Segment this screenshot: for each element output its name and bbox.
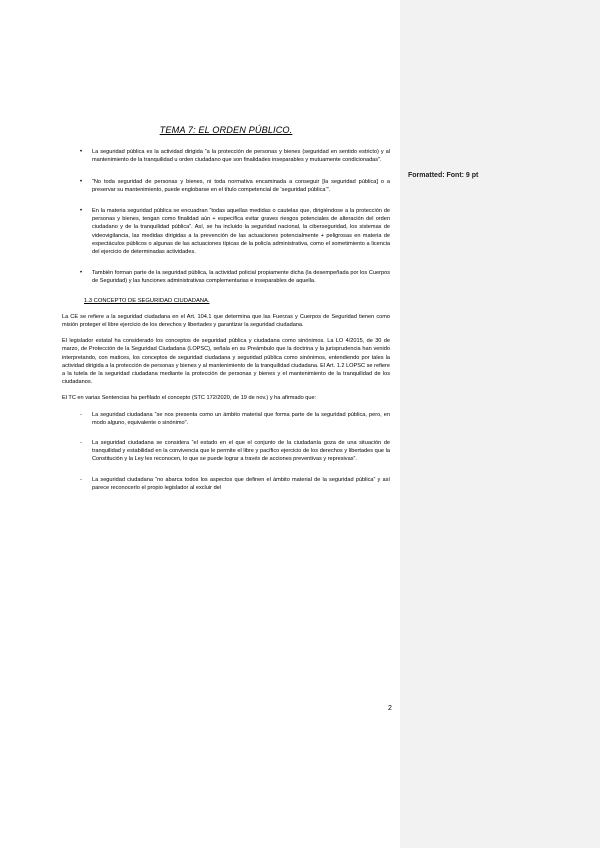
paragraph: La CE se refiere a la seguridad ciudadana en el Art. 104.1 que determina que las Fuerzas y Cuerpos de Seguridad tienen como misión proteger el libre ejercicio de los derechos y libertades y garantizar la seguridad ciudadana. xyxy=(62,313,390,329)
page-content xyxy=(62,126,390,504)
bullet-item xyxy=(62,269,390,285)
bullet-icon: • xyxy=(80,270,83,277)
bullet-icon: • xyxy=(80,178,83,185)
dash-icon: - xyxy=(80,440,82,447)
dash-icon: - xyxy=(80,476,82,483)
dash-text: La seguridad ciudadana “se nos presenta como un ámbito material que forma parte de la seguridad pública, pero, en modo alguno, equivalente o sinónimo”. xyxy=(92,411,390,426)
dash-icon: - xyxy=(80,411,82,418)
formatting-comment[interactable]: Formatted: Font: 9 pt xyxy=(408,172,479,179)
bullet-icon: • xyxy=(80,208,83,215)
dash-item xyxy=(62,411,390,427)
paragraph: El TC en varias Sentencias ha perfilado el concepto (STC 172/2020, de 19 de nov.) y ha afirmado que: xyxy=(62,395,317,402)
bullet-text: La seguridad pública es la actividad dirigida “a la protección de personas y bienes (seguridad en sentido estricto) y al mantenimiento de la tranquilidad u orden ciudadano que son finalidades inseparables y mutuamente condicionadas”. xyxy=(92,149,390,164)
page-title: TEMA 7: EL ORDEN PÚBLICO. xyxy=(159,125,293,135)
bullet-item xyxy=(62,178,390,194)
page-number: 2 xyxy=(388,705,392,712)
dash-item xyxy=(62,476,390,492)
bullet-list xyxy=(62,148,390,285)
paragraph: El legislador estatal ha considerado los conceptos de seguridad pública y ciudadana como sinónimos. La LO 4/2015, de 30 de marzo, de Protección de la Seguridad Ciudadana (LOPSC), señala en su Preámbulo que la doctrina y la jurisprudencia han venido interpretando, con matices, los conceptos de seguridad ciudadana y seguridad pública como sinónimos, entendiendo por tales la actividad dirigida a la protección de personas y bienes y al mantenimiento de la tranquilidad ciudadana. El Art. 1.2 LOPSC se refiere a la tutela de la seguridad ciudadana mediante la protección de personas y bienes y el mantenimiento de la tranquilidad de los ciudadanos. xyxy=(62,338,390,386)
bullet-text: En la materia seguridad pública se encuadran “todas aquellas medidas o cautelas que, dirigiéndose a la protección de personas y bienes, tengan como finalidad aún + específica evitar graves riesgos potenciales de alteración del orden ciudadano y de la tranquilidad pública”. Así, se ha incluido la seguridad nacional, la ciberseguridad, los sistemas de videovigilancia, las medidas dirigidas a la prevención de las actuaciones potencialmente + peligrosas en materia de espectáculos públicos o algunas de las actuaciones típicas de la policía administrativa, como el sometimiento a licencia del ejercicio de determinadas actividades. xyxy=(92,208,390,256)
section-heading: 1.3 CONCEPTO DE SEGURIDAD CIUDADANA. xyxy=(84,297,210,304)
dash-text: La seguridad ciudadana se considera “el estado en el que el conjunto de la ciudadanía goza de una situación de tranquilidad y estabilidad en la convivencia que le permite el libre y pacífico ejercicio de los derechos y libertades que la Constitución y la Ley les reconocen, lo que se puede lograr a través de acciones preventivas y represivas”. xyxy=(92,440,390,463)
bullet-text: “No toda seguridad de personas y bienes, ni toda normativa encaminada a conseguir [la seguridad pública] o a preservar su mantenimiento, puede englobarse en el título competencial de ‘seguridad pública’”. xyxy=(92,178,390,193)
bullet-icon: • xyxy=(80,149,83,156)
bullet-text: También forman parte de la seguridad pública, la actividad policial propiamente dicha (la desempeñada por los Cuerpos de Seguridad) y las funciones administrativas complementarias e inseparables de aquella. xyxy=(92,270,390,285)
comments-pane xyxy=(400,0,600,848)
dash-list xyxy=(62,411,390,492)
bullet-item xyxy=(62,207,390,256)
dash-text: La seguridad ciudadana “no abarca todos los aspectos que definen el ámbito material de la seguridad pública” y así parece reconocerlo el propio legislador al excluir del xyxy=(92,476,390,491)
bullet-item xyxy=(62,148,390,164)
dash-item xyxy=(62,439,390,464)
